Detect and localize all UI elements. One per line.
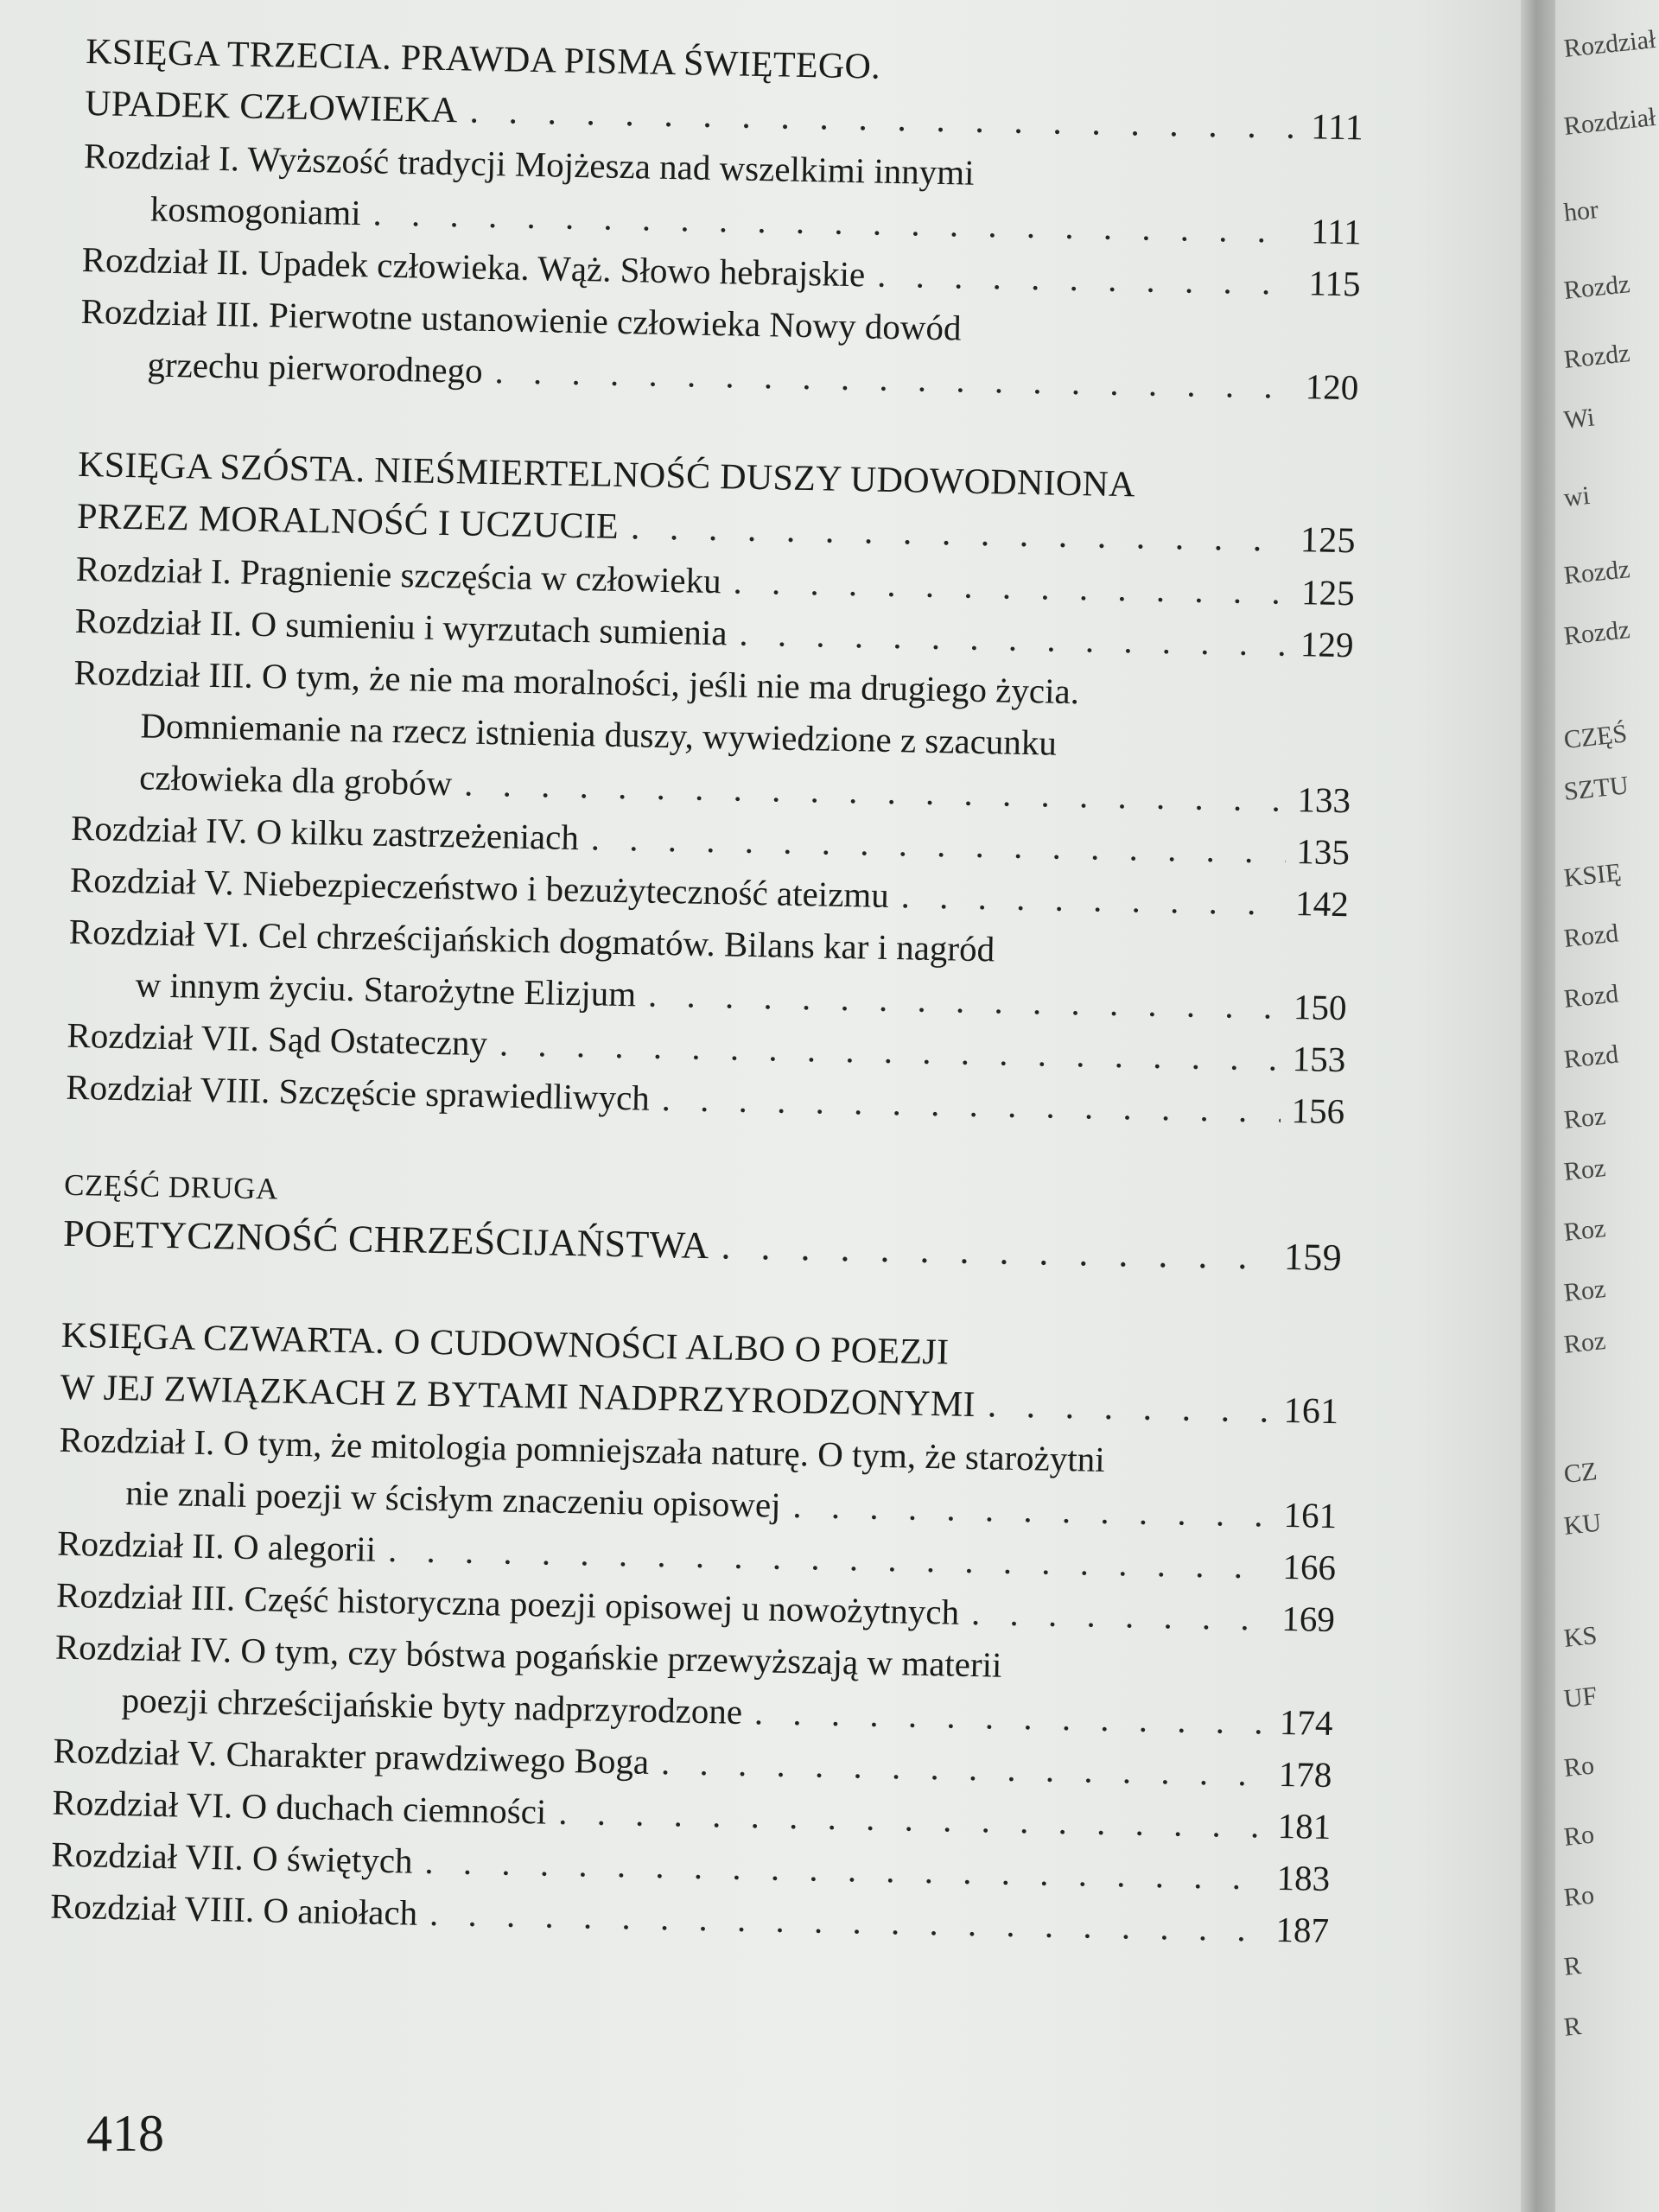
facing-page-text: R	[1562, 2012, 1583, 2042]
toc-page-number: 159	[1283, 1235, 1343, 1280]
toc-page-number: 120	[1305, 366, 1359, 408]
facing-page-edge	[1555, 0, 1659, 2212]
toc-page-number: 111	[1310, 211, 1363, 252]
toc-page-number: 125	[1300, 572, 1356, 613]
toc-entry-title: Rozdział VIII. Szczęście sprawiedliwych	[65, 1066, 651, 1118]
toc-page-number: 125	[1300, 520, 1357, 562]
toc-page-number: 181	[1277, 1805, 1332, 1847]
toc-section	[50, 1310, 1341, 1956]
toc-page-number: 115	[1308, 263, 1361, 304]
toc-page-number: 156	[1291, 1090, 1345, 1132]
toc-entry-title: KSIĘGA SZÓSTA. NIEŚMIERTELNOŚĆ DUSZY UDOWODNIONA	[77, 444, 1136, 505]
facing-page-text: Rozd	[1562, 979, 1620, 1014]
dot-leader	[753, 1686, 1269, 1747]
facing-page-text: Roz	[1562, 1214, 1607, 1247]
toc-page-number: 178	[1278, 1753, 1332, 1796]
facing-page-text: KSIĘ	[1562, 858, 1623, 893]
toc-entry-title: grzechu pierworodnego	[147, 344, 484, 391]
page-number: 418	[86, 2105, 164, 2162]
toc-page-number: 187	[1275, 1909, 1330, 1951]
toc-page-number: 166	[1282, 1546, 1337, 1588]
dot-leader	[987, 1379, 1275, 1436]
facing-page-text: Rozd	[1562, 1039, 1620, 1074]
toc-entry-title: nie znali poezji w ścisłym znaczeniu opisowej	[124, 1472, 781, 1525]
toc-entry-title: Rozdział III. Pierwotne ustanowienie człowieka Nowy dowód	[80, 290, 962, 348]
toc-entry-title: Rozdział II. Upadek człowieka. Wąż. Słowo hebrajskie	[81, 238, 866, 295]
toc-page-number: 161	[1283, 1494, 1338, 1536]
facing-page-text: CZĘŚ	[1562, 719, 1629, 754]
toc-page-number: 174	[1279, 1701, 1334, 1744]
toc-page-number: 183	[1276, 1857, 1331, 1899]
toc-entry-title: Rozdział I. Pragnienie szczęścia w człowieku	[75, 548, 722, 601]
toc-section	[63, 1163, 1344, 1284]
toc-entry-title: Rozdział VII. Sąd Ostateczny	[67, 1014, 488, 1064]
toc-entry-title: Rozdział II. O sumieniu i wyrzutach sumienia	[74, 600, 728, 653]
toc-page-number: 142	[1294, 883, 1350, 925]
facing-page-text: Wi	[1562, 403, 1596, 435]
facing-page-text: KU	[1562, 1508, 1603, 1541]
toc-entry-title: Rozdział III. O tym, że nie ma moralności, jeśli nie ma drugiego życia.	[73, 652, 1080, 712]
toc-entry-title: Rozdział IV. O kilku zastrzeżeniach	[70, 807, 580, 858]
toc-entry-title: człowieka dla grobów	[138, 757, 453, 804]
toc-entry-title: w innym życiu. Starożytne Elizjum	[135, 964, 637, 1014]
facing-page-text: Ro	[1562, 1880, 1596, 1912]
toc-entry-title: POETYCZNOŚĆ CHRZEŚCIJAŃSTWA	[62, 1211, 710, 1268]
book-gutter	[1521, 0, 1555, 2212]
toc-entry-title: KSIĘGA CZWARTA. O CUDOWNOŚCI ALBO O POEZJI	[60, 1315, 950, 1373]
toc-entry-title: Rozdział I. O tym, że mitologia pomniejszała naturę. O tym, że starożytni	[59, 1419, 1106, 1479]
toc-section	[66, 439, 1357, 1137]
dot-leader	[792, 1479, 1274, 1541]
toc-entry-title: poezji chrześcijańskie byty nadprzyrodzone	[121, 1680, 743, 1732]
facing-page-text: Roz	[1562, 1154, 1607, 1186]
toc-page-number: 169	[1281, 1598, 1336, 1640]
toc-entry-title: UPADEK CZŁOWIEKA	[84, 83, 459, 131]
toc-entry-title: Rozdział VII. O świętych	[50, 1834, 413, 1881]
facing-page-text: Ro	[1562, 1820, 1596, 1852]
facing-page-text: Rozdz	[1562, 339, 1631, 374]
facing-page-text: Roz	[1562, 1274, 1607, 1307]
toc-entry-title: Rozdział IV. O tym, czy bóstwa pogańskie przewyższają w materii	[54, 1626, 1002, 1685]
facing-page-text: Rozdz	[1562, 270, 1631, 305]
facing-page-text: Rozdz	[1562, 555, 1631, 590]
toc-page-number: 111	[1310, 107, 1364, 149]
dot-leader	[661, 1072, 1281, 1136]
facing-page-text: Rozdz	[1562, 615, 1631, 651]
toc-entry-title: Rozdział I. Wyższość tradycji Mojżesza nad wszelkimi innymi	[83, 135, 975, 193]
toc-entry-title: Rozdział III. Część historyczna poezji opisowej u nowożytnych	[55, 1574, 960, 1632]
toc-page-number: 153	[1292, 1039, 1346, 1080]
toc-page-number: 133	[1297, 779, 1351, 821]
toc-entry-title: Rozdział VI. O duchach ciemności	[52, 1782, 547, 1832]
facing-page-text: Roz	[1562, 1102, 1607, 1135]
toc-entry-title: Rozdział II. O alegorii	[56, 1522, 377, 1569]
facing-page-text: Rozd	[1562, 918, 1620, 953]
facing-page-text: Rozdział	[1562, 24, 1657, 63]
facing-page-text: SZTU	[1562, 771, 1630, 806]
dot-leader	[900, 869, 1285, 929]
facing-page-text: KS	[1562, 1621, 1599, 1653]
facing-page-text: hor	[1562, 194, 1600, 227]
facing-page-text: wi	[1562, 480, 1592, 512]
toc-entry-title: W JEJ ZWIĄZKACH Z BYTAMI NADPRZYRODZONYMI	[60, 1367, 976, 1426]
toc-page-number: 161	[1283, 1390, 1339, 1433]
facing-page-text: Rozdział	[1562, 102, 1657, 141]
dot-leader	[877, 249, 1297, 308]
toc-entry-title: Rozdział V. Charakter prawdziwego Boga	[53, 1730, 650, 1782]
toc-entry-title: Domniemanie na rzecz istnienia duszy, wywiedzione z szacunku	[140, 705, 1058, 763]
dot-leader	[721, 1220, 1278, 1282]
toc-entry-title: Rozdział V. Niebezpieczeństwo i bezużyteczność ateizmu	[69, 859, 890, 916]
toc-page-number: 150	[1293, 987, 1347, 1028]
toc-section	[79, 26, 1365, 413]
facing-page-text: Roz	[1562, 1326, 1607, 1359]
facing-page-text: CZ	[1562, 1457, 1599, 1489]
toc-entry-title: kosmogoniami	[149, 188, 362, 233]
facing-page-text: R	[1562, 1951, 1583, 1981]
toc-page-number: 135	[1295, 831, 1351, 873]
toc-entry-title: Rozdział VIII. O aniołach	[49, 1885, 418, 1933]
toc-entry-title: PRZEZ MORALNOŚĆ I UCZUCIE	[76, 496, 620, 547]
toc-entry-title: KSIĘGA TRZECIA. PRAWDA PISMA ŚWIĘTEGO.	[85, 31, 881, 87]
toc-entry-title: CZĘŚĆ DRUGA	[63, 1167, 279, 1206]
dot-leader	[971, 1586, 1272, 1644]
table-of-contents	[49, 26, 1365, 2006]
toc-page-number: 129	[1300, 624, 1354, 665]
facing-page-text: UF	[1562, 1681, 1599, 1713]
facing-page-text: Ro	[1562, 1751, 1596, 1783]
toc-entry-title: Rozdział VI. Cel chrześcijańskich dogmatów. Bilans kar i nagród	[68, 911, 995, 969]
